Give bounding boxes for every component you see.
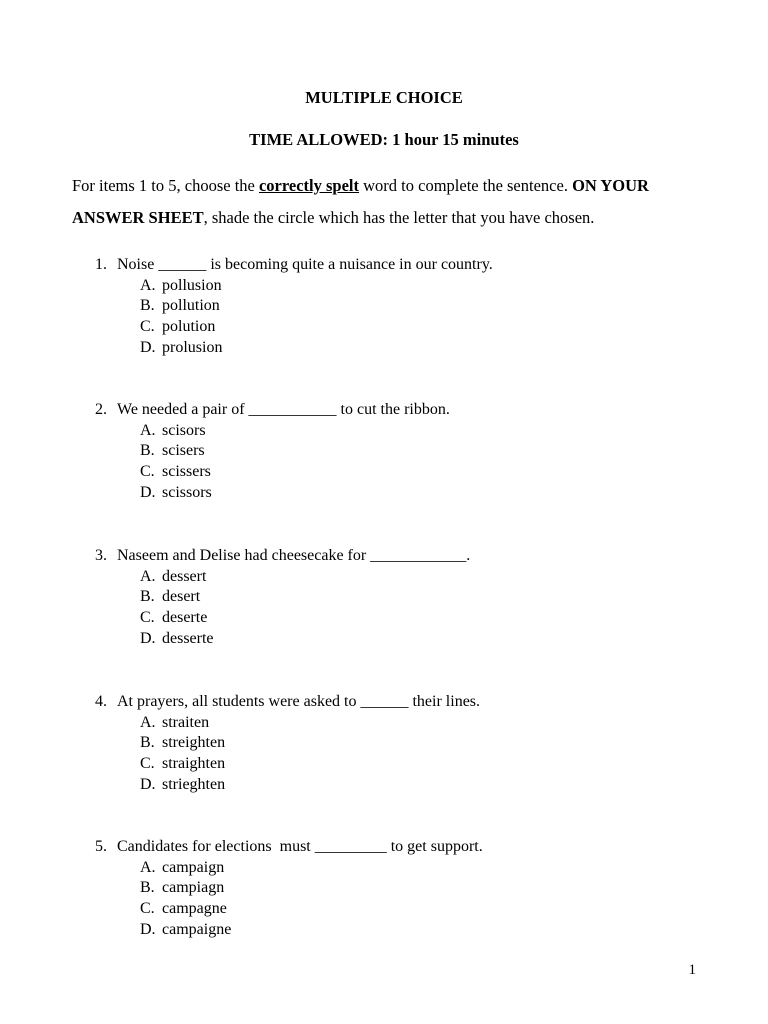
option-a: [140, 421, 715, 442]
option-text: pollusion: [162, 276, 222, 294]
instructions-bold: ON YOUR ANSWER SHEET: [72, 176, 649, 227]
option-text: pollution: [162, 297, 220, 315]
option-a: [140, 567, 715, 588]
question-stem: [95, 546, 715, 567]
option-text: campiagn: [162, 879, 225, 897]
option-c: [140, 462, 715, 483]
option-text: strieghten: [162, 775, 226, 793]
question-text: Naseem and Delise had cheesecake for ____________.: [117, 547, 471, 564]
question-2: [95, 400, 715, 504]
question-4: [95, 692, 715, 796]
option-letter: A.: [140, 421, 156, 439]
option-letter: A.: [140, 276, 156, 294]
option-letter: B.: [140, 297, 155, 315]
instructions-underlined: correctly spelt: [258, 176, 360, 195]
option-list: [140, 713, 715, 796]
question-number: 2.: [95, 401, 107, 418]
question-1: [95, 255, 715, 359]
question-3: [95, 546, 715, 650]
option-letter: D.: [140, 920, 156, 938]
option-text: polution: [162, 318, 216, 336]
option-letter: C.: [140, 318, 155, 336]
time-allowed: TIME ALLOWED: 1 hour 15 minutes: [249, 130, 519, 149]
option-text: straiten: [162, 713, 210, 731]
option-letter: A.: [140, 567, 156, 585]
option-b: [140, 441, 715, 462]
option-text: scissers: [162, 463, 211, 481]
question-text: At prayers, all students were asked to ______ their lines.: [117, 693, 481, 710]
option-letter: B.: [140, 588, 155, 606]
option-list: [140, 421, 715, 504]
question-text: We needed a pair of ___________ to cut the ribbon.: [117, 401, 450, 418]
instructions-text-2: word to complete the sentence.: [359, 176, 573, 195]
option-letter: D.: [140, 483, 156, 501]
option-list: [140, 567, 715, 650]
option-text: campaigne: [162, 920, 232, 938]
question-text: Candidates for elections must _________ to get support.: [117, 838, 483, 855]
option-letter: C.: [140, 609, 155, 627]
question-text: Noise ______ is becoming quite a nuisance in our country.: [117, 256, 493, 273]
option-d: [140, 920, 715, 941]
option-a: [140, 276, 715, 297]
option-text: prolusion: [162, 338, 223, 356]
option-a: [140, 858, 715, 879]
option-letter: D.: [140, 629, 156, 647]
option-letter: B.: [140, 734, 155, 752]
option-c: [140, 608, 715, 629]
option-text: campaign: [162, 858, 225, 876]
option-c: [140, 754, 715, 775]
question-stem: [95, 692, 715, 713]
option-list: [140, 276, 715, 359]
option-letter: C.: [140, 900, 155, 918]
option-letter: A.: [140, 713, 156, 731]
question-number: 5.: [95, 838, 107, 855]
option-letter: A.: [140, 858, 156, 876]
option-b: [140, 733, 715, 754]
question-5: [95, 837, 715, 941]
question-stem: [95, 255, 715, 276]
option-text: scisers: [162, 442, 205, 460]
option-c: [140, 317, 715, 338]
question-number: 1.: [95, 256, 107, 273]
instructions: [72, 170, 712, 234]
option-d: [140, 338, 715, 359]
option-text: desserte: [162, 629, 214, 647]
instructions-text-1: For items 1 to 5, choose the: [72, 176, 259, 195]
option-d: [140, 629, 715, 650]
option-letter: B.: [140, 879, 155, 897]
option-list: [140, 858, 715, 941]
option-text: scissors: [162, 483, 212, 501]
option-letter: D.: [140, 338, 156, 356]
option-letter: C.: [140, 463, 155, 481]
option-b: [140, 878, 715, 899]
option-letter: B.: [140, 442, 155, 460]
option-text: desert: [162, 588, 201, 606]
option-letter: D.: [140, 775, 156, 793]
option-text: dessert: [162, 567, 207, 585]
document-title: MULTIPLE CHOICE: [305, 88, 463, 107]
page-number: 1: [688, 962, 696, 978]
option-text: scisors: [162, 421, 206, 439]
option-text: straighten: [162, 755, 226, 773]
option-d: [140, 483, 715, 504]
question-number: 3.: [95, 547, 107, 564]
question-stem: [95, 837, 715, 858]
option-b: [140, 296, 715, 317]
option-letter: C.: [140, 755, 155, 773]
question-stem: [95, 400, 715, 421]
question-number: 4.: [95, 693, 107, 710]
option-d: [140, 775, 715, 796]
option-c: [140, 899, 715, 920]
instructions-text-3: , shade the circle which has the letter that you have chosen.: [203, 208, 595, 227]
option-text: streighten: [162, 734, 226, 752]
option-b: [140, 587, 715, 608]
option-a: [140, 713, 715, 734]
option-text: deserte: [162, 609, 208, 627]
option-text: campagne: [162, 900, 227, 918]
